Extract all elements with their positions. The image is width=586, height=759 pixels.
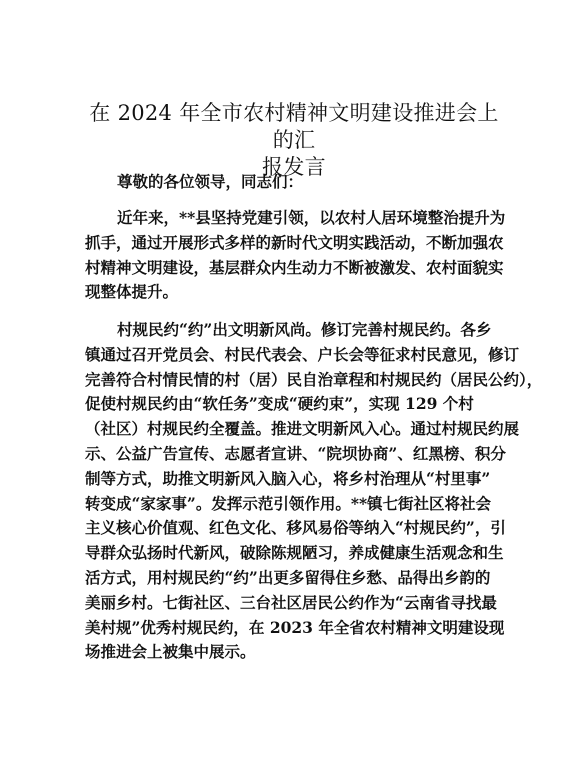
paragraph-line: 导群众弘扬时代新风，破除陈规陋习，养成健康生活观念和生 [85, 543, 504, 563]
paragraph-line: 转变成“家家事”。发挥示范引领作用。**镇七街社区将社会 [85, 493, 492, 513]
paragraph-line: 村规民约“约”出文明新风尚。修订完善村规民约。各乡 [117, 320, 492, 339]
greeting-line: 尊敬的各位领导，同志们： [117, 172, 304, 191]
paragraph-line: 主义核心价值观、红色文化、移风易俗等纳入“村规民约”，引 [85, 518, 506, 538]
paragraph-village-rules [85, 318, 543, 665]
paragraph-line: 示、公益广告宣传、志愿者宣讲、“院坝协商”、红黑榜、积分 [85, 443, 506, 463]
title-line: 在 2024 年全市农村精神文明建设推进会上的汇 [89, 101, 499, 152]
document-title [80, 100, 508, 181]
paragraph-line: 镇通过召开党员会、村民代表会、户长会等征求村民意见，修订 [85, 344, 520, 364]
paragraph-line: 抓手，通过开展形式多样的新时代文明实践活动，不断加强农 [85, 232, 504, 252]
paragraph-line: 制等方式，助推文明新风入脑入心，将乡村治理从“村里事” [85, 468, 491, 488]
paragraph-line: 现整体提升。 [85, 282, 179, 302]
paragraph-line: （社区）村规民约全覆盖。推进文明新风入心。通过村规民约展 [85, 419, 520, 439]
paragraph-line: 美丽乡村。七街社区、三台社区居民公约作为“云南省寻找最 [85, 592, 497, 612]
paragraph-intro [85, 206, 505, 305]
paragraph-line: 场推进会上被集中展示。 [85, 642, 256, 662]
paragraph-line: 完善符合村情民情的村（居）民自治章程和村规民约（居民公约）， [85, 369, 543, 389]
title-line: 报发言 [262, 155, 326, 179]
paragraph-line: 近年来，**县坚持党建引领，以农村人居环境整治提升为 [117, 208, 506, 227]
paragraph-line: 美村规”优秀村规民约，在 2023 年全省农村精神文明建设现 [85, 617, 505, 637]
paragraph-line: 促使村规民约由“软任务”变成“硬约束”，实现 129 个村 [85, 394, 474, 414]
paragraph-line: 村精神文明建设，基层群众内生动力不断被激发、农村面貌实 [85, 257, 504, 277]
paragraph-line: 活方式，用村规民约“约”出更多留得住乡愁、品得出乡韵的 [85, 567, 491, 587]
